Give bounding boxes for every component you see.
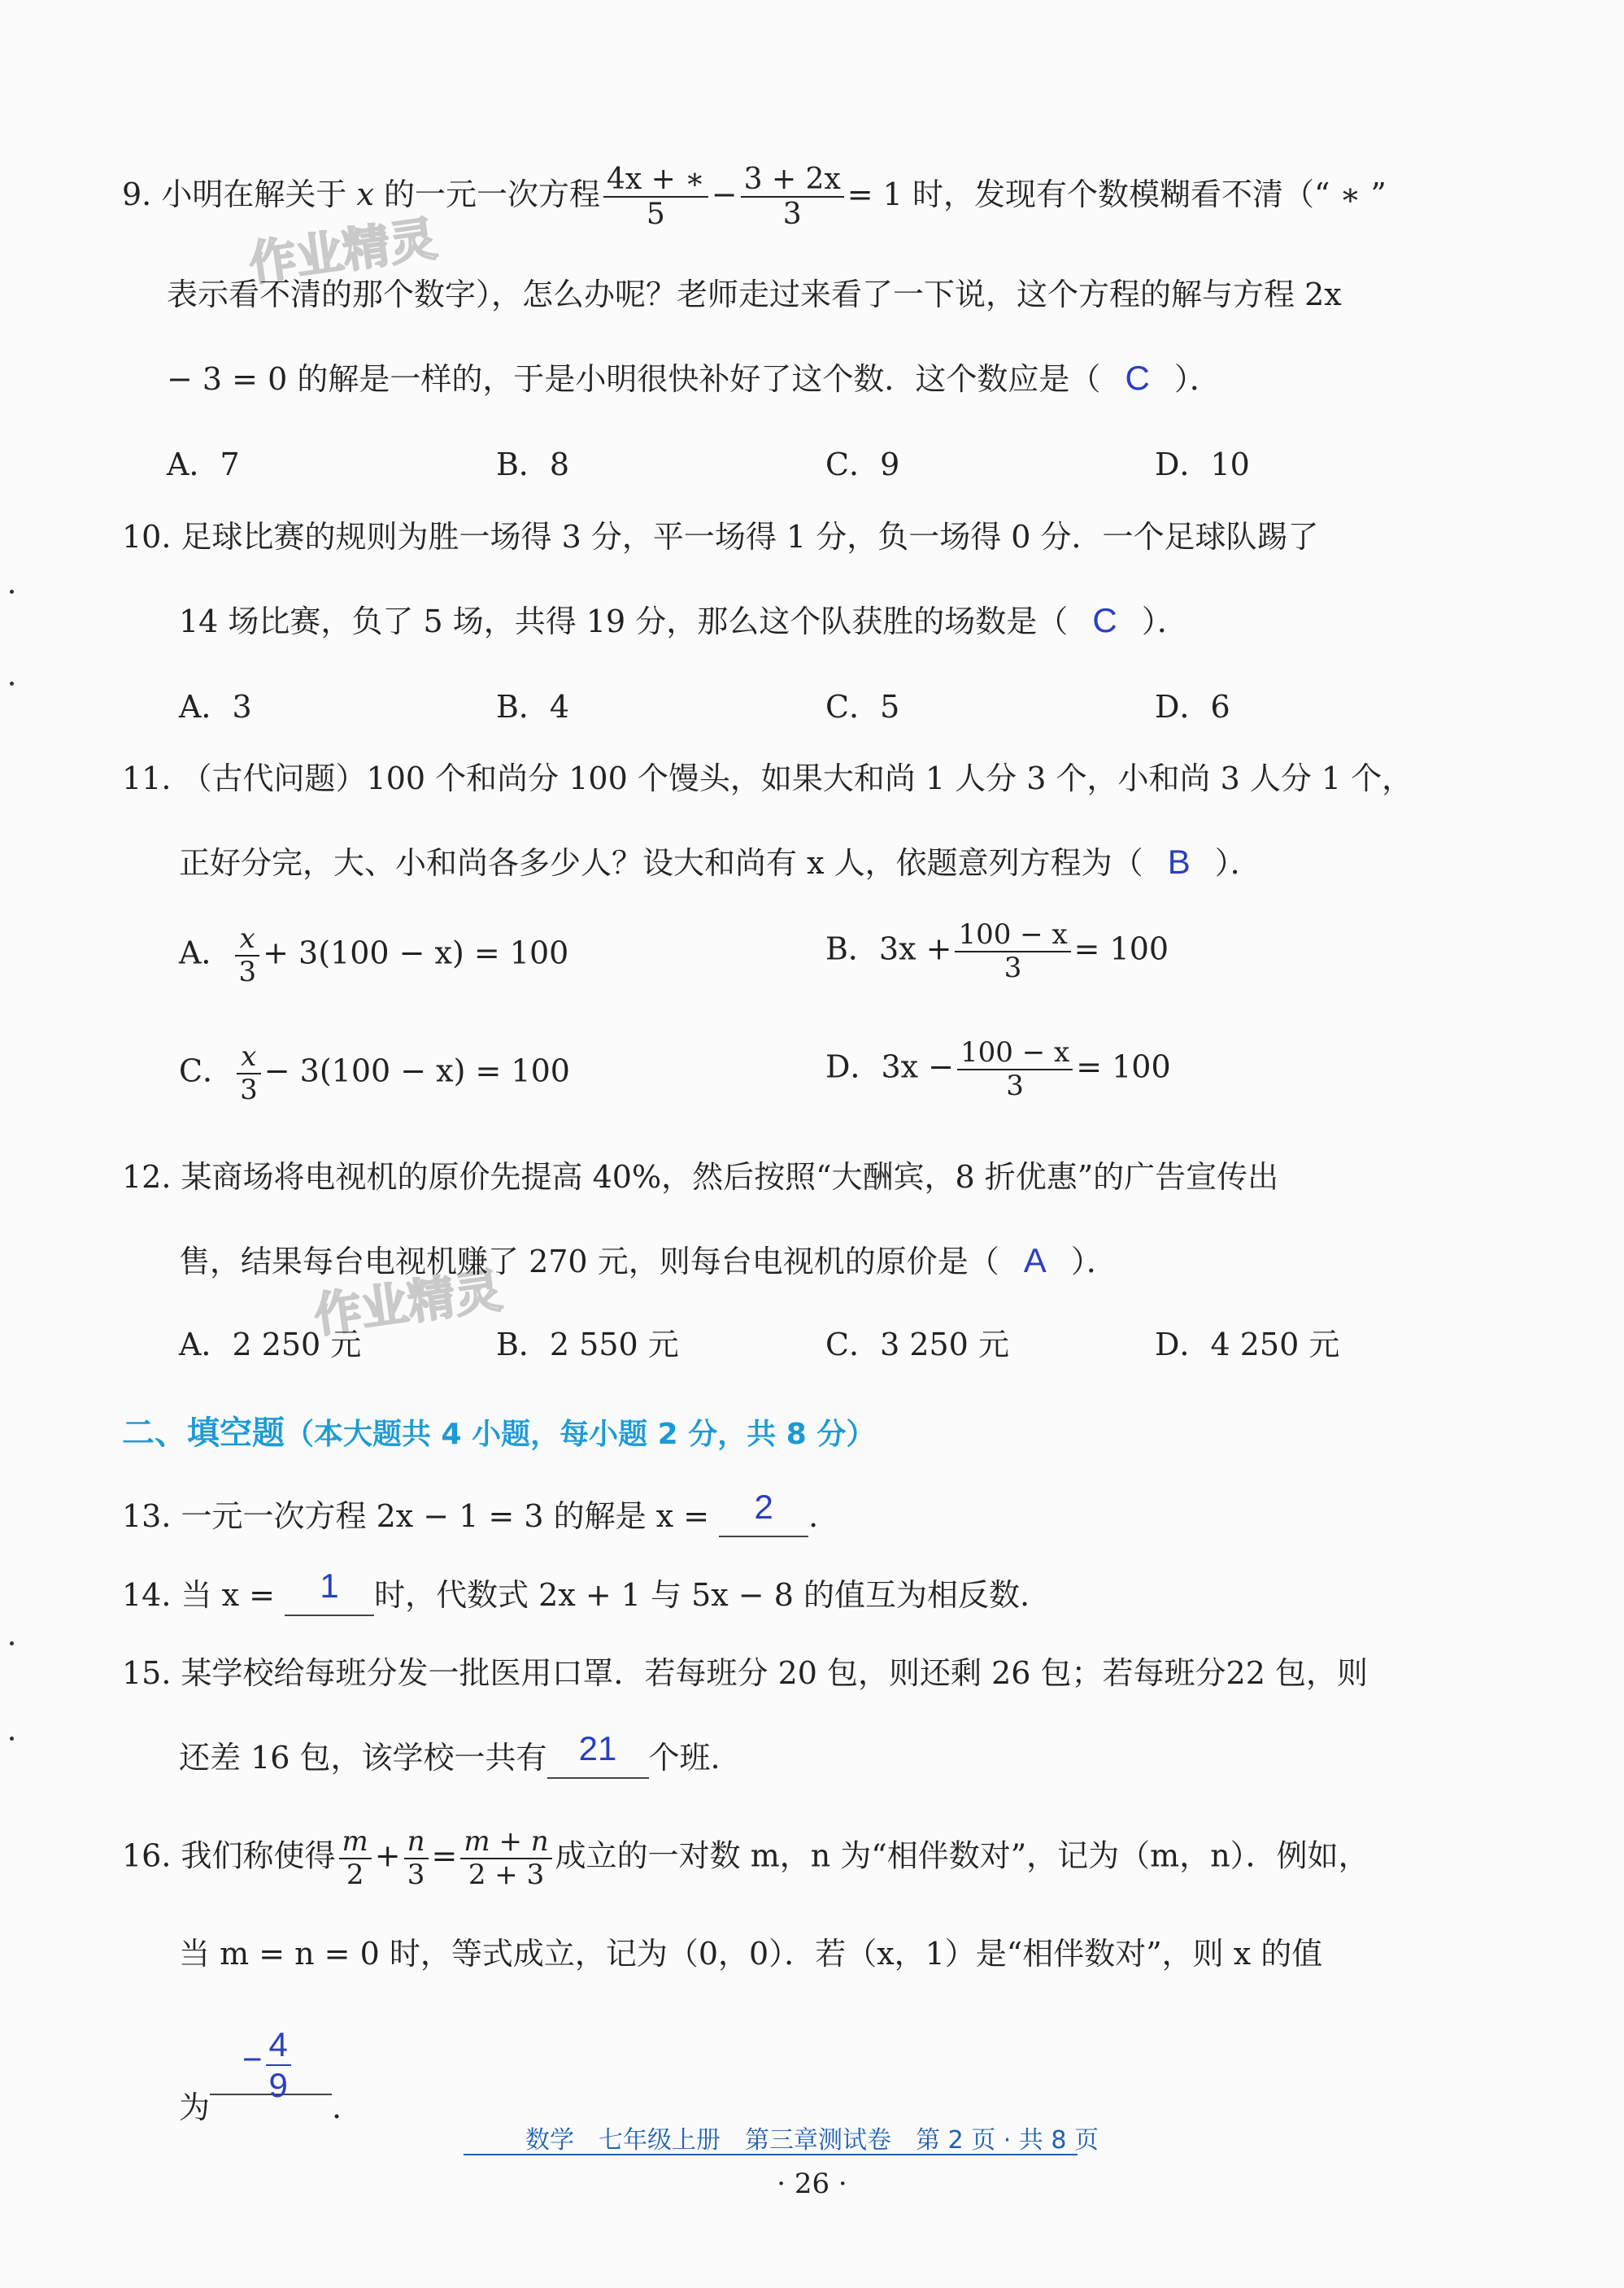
watermark: 作业精灵 bbox=[311, 1262, 506, 1344]
question-10-line-2 bbox=[179, 600, 1188, 641]
question-9-line-1 bbox=[122, 163, 1387, 232]
question-16-line-1: 16. 我们称使得 $\frac{m}{2}$ + $\frac{n}{3}$ = $\frac{m + n}{2 + 3}$ 成立的一对数 m，n 为“相伴数对”，记为（m，n）．例如， bbox=[122, 1825, 1369, 1892]
answer-mark: 2 bbox=[754, 1488, 773, 1526]
option-d: D．6 bbox=[1155, 689, 1230, 725]
q9-text: ）． bbox=[1173, 361, 1221, 397]
q11-text: 正好分完，大、小和尚各多少人？设大和尚有 x 人，依题意列方程为（ bbox=[179, 845, 1143, 881]
answer-mark: C bbox=[1092, 601, 1117, 639]
option-a: A．7 bbox=[167, 447, 240, 482]
option-a: A． $\frac{x}{3}$ + 3(100 − x) = 100 bbox=[179, 922, 569, 989]
q16-fraction-n: $\frac{n}{3}$ bbox=[404, 1826, 429, 1891]
q12-text: ）． bbox=[1070, 1244, 1117, 1279]
q16-fraction-sum: $\frac{m + n}{2 + 3}$ bbox=[460, 1826, 551, 1891]
answer-mark: B bbox=[1167, 843, 1191, 881]
q9-text: − 3 = 0 的解是一样的，于是小明很快补好了这个数．这个数应是（ bbox=[167, 361, 1101, 397]
question-number: 9. bbox=[122, 176, 152, 212]
option-b: B．8 bbox=[496, 447, 570, 482]
q9-text: = 1 时，发现有个数模糊看不清（“ ∗ ” bbox=[847, 176, 1387, 212]
q9-text: 的一元一次方程 bbox=[384, 176, 601, 212]
margin-dot bbox=[10, 1641, 14, 1645]
question-number: 11. bbox=[122, 760, 172, 796]
q9-text: 小明在解关于 bbox=[161, 176, 347, 212]
q16-fraction-m: $\frac{m}{2}$ bbox=[339, 1826, 372, 1891]
q15-text: 某学校给每班分发一批医用口罩．若每班分 20 包，则还剩 26 包；若每班分22 包，则 bbox=[181, 1655, 1368, 1691]
q11-text: （古代问题）100 个和尚分 100 个馒头，如果大和尚 1 人分 3 个，小和尚 3 人分 1 个， bbox=[181, 760, 1413, 796]
answer-blank bbox=[719, 1488, 808, 1537]
option-b: B．2 550 元 bbox=[496, 1327, 679, 1362]
question-number: 14. bbox=[122, 1577, 172, 1613]
q15-text: 还差 16 包，该学校一共有 bbox=[179, 1740, 547, 1776]
margin-dot bbox=[10, 1737, 14, 1741]
q12-text: 售，结果每台电视机赚了 270 元，则每台电视机的原价是（ bbox=[179, 1244, 999, 1279]
option-b: B．3x + $\frac{100 - x}{3}$ = 100 bbox=[825, 918, 1169, 985]
question-number: 12. bbox=[122, 1159, 172, 1195]
question-16-line-3 bbox=[179, 2025, 342, 2125]
option-c: C．3 250 元 bbox=[825, 1327, 1009, 1362]
question-14 bbox=[122, 1567, 1030, 1616]
section-heading: 二、填空题（本大题共 4 小题，每小题 2 分，共 8 分） bbox=[122, 1414, 876, 1452]
answer-mark: 1 bbox=[320, 1567, 339, 1605]
answer-blank bbox=[285, 1567, 374, 1616]
question-15-line-2 bbox=[179, 1729, 721, 1779]
option-d: D．4 250 元 bbox=[1155, 1327, 1340, 1362]
margin-dot bbox=[10, 682, 14, 686]
q10-text: ）． bbox=[1141, 604, 1188, 639]
q16-text: . bbox=[332, 2090, 342, 2125]
page-number: · 26 · bbox=[777, 2168, 847, 2200]
question-number: 10. bbox=[122, 519, 172, 555]
page-footer: 数学 七年级上册 第三章测试卷 第 2 页 · 共 8 页 bbox=[525, 2126, 1099, 2155]
question-number: 13. bbox=[122, 1498, 172, 1534]
option-c: C． $\frac{x}{3}$ − 3(100 − x) = 100 bbox=[179, 1040, 570, 1107]
margin-dot bbox=[10, 590, 14, 594]
question-13 bbox=[122, 1488, 819, 1537]
question-9-line-2: 表示看不清的那个数字），怎么办呢？老师走过来看了一下说，这个方程的解与方程 2x bbox=[167, 277, 1342, 312]
q13-text: . bbox=[808, 1498, 819, 1534]
question-16-line-2: 当 m = n = 0 时，等式成立，记为（0，0）．若（x，1）是“相伴数对”，则 x 的值 bbox=[179, 1936, 1323, 1972]
option-c: C．5 bbox=[825, 689, 900, 725]
question-11-line-1 bbox=[122, 760, 1413, 798]
q15-text: 个班. bbox=[648, 1740, 721, 1776]
answer-mark: 21 bbox=[578, 1729, 617, 1767]
q16-text: 成立的一对数 m，n 为“相伴数对”，记为（m，n）．例如， bbox=[555, 1837, 1369, 1874]
q9-minus: − bbox=[711, 176, 738, 212]
answer-mark: C bbox=[1125, 359, 1150, 397]
question-number: 15. bbox=[122, 1655, 172, 1691]
q10-text: 足球比赛的规则为胜一场得 3 分，平一场得 1 分，负一场得 0 分．一个足球队踢了 bbox=[181, 519, 1319, 555]
q9-fraction-2: $\frac{3 + 2x}{3}$ bbox=[741, 163, 844, 232]
option-c: C．9 bbox=[825, 447, 900, 482]
option-a: A．2 250 元 bbox=[179, 1327, 362, 1362]
q14-text: 时，代数式 2x + 1 与 5x − 8 的值互为相反数. bbox=[374, 1577, 1030, 1613]
option-a: A．3 bbox=[179, 689, 252, 725]
q10-text: 14 场比赛，负了 5 场，共得 19 分，那么这个队获胜的场数是（ bbox=[179, 604, 1069, 639]
q12-text: 某商场将电视机的原价先提高 40%，然后按照“大酬宾，8 折优惠”的广告宣传出 bbox=[181, 1159, 1279, 1195]
question-12-line-1 bbox=[122, 1159, 1278, 1196]
q14-text: 当 x = bbox=[181, 1577, 275, 1613]
option-d: D．3x − $\frac{100 - x}{3}$ = 100 bbox=[825, 1036, 1171, 1103]
option-d: D．10 bbox=[1155, 447, 1250, 482]
question-12-line-2 bbox=[179, 1240, 1117, 1281]
watermark: 作业精灵 bbox=[246, 211, 441, 292]
answer-blank bbox=[210, 2025, 332, 2105]
q11-text: ）． bbox=[1214, 845, 1261, 881]
question-9-line-3 bbox=[167, 358, 1221, 399]
q9-fraction-1: $\frac{4x + ∗}{5}$ bbox=[603, 163, 708, 232]
question-10-line-1 bbox=[122, 519, 1319, 556]
q16-text: 为 bbox=[179, 2090, 211, 2125]
q16-text: 我们称使得 bbox=[181, 1837, 336, 1874]
question-11-line-2 bbox=[179, 842, 1261, 883]
question-15-line-1 bbox=[122, 1655, 1368, 1693]
answer-mark: − $\frac{4}{9}$ bbox=[242, 2025, 294, 2106]
q9-var: x bbox=[356, 176, 374, 212]
footer-rule bbox=[464, 2154, 1078, 2155]
answer-blank bbox=[547, 1729, 649, 1779]
question-number: 16. bbox=[122, 1837, 172, 1874]
option-b: B．4 bbox=[496, 689, 570, 725]
q13-text: 一元一次方程 2x − 1 = 3 的解是 x = bbox=[181, 1498, 710, 1534]
answer-mark: A bbox=[1023, 1241, 1047, 1279]
